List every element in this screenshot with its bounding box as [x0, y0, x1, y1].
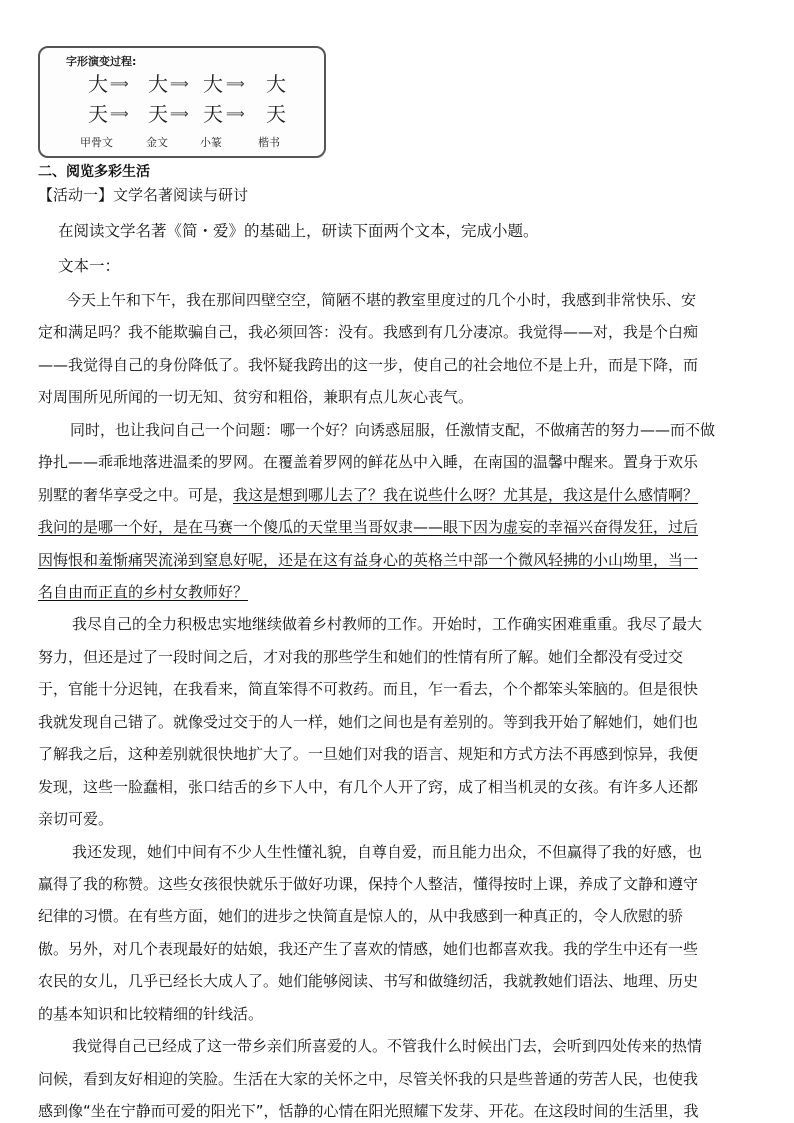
- oracle-bone-da-glyph: 大: [88, 72, 108, 96]
- label-oracle-bone: 甲骨文: [80, 136, 113, 149]
- paragraph-line: 挣扎——乖乖地落进温柔的罗网。在覆盖着罗网的鲜花丛中入睡，在南国的温馨中醒来。置身于欢乐: [38, 453, 699, 472]
- regular-da-glyph: 大: [266, 72, 286, 96]
- arrow-icon: ⟹: [110, 107, 128, 122]
- paragraph-line: 对周围所见所闻的一切无知、贫穷和粗俗，兼职有点儿灰心丧气。: [38, 388, 474, 407]
- paragraph-line: 感到像“坐在宁静而可爱的阳光下”，恬静的心情在阳光照耀下发芽、开花。在这段时间的生活里，我: [38, 1102, 699, 1120]
- paragraph-line: 我就发现自己错了。就像受过交于的人一样，她们之间也是有差别的。等到我开始了解她们，她们也: [38, 712, 699, 731]
- paragraph-line: 我觉得自己已经成了这一带乡亲们所喜爱的人。不管我什么时候出门去，会听到四处传来的热情: [72, 1037, 703, 1056]
- paragraph-line: 的基本知识和比较精细的针线活。: [38, 1004, 264, 1023]
- paragraph-line: ——我觉得自己的身份降低了。我怀疑我跨出的这一步，使自己的社会地位不是上升，而是下降，而: [38, 355, 699, 374]
- activity-tag: 【活动一】: [38, 186, 114, 204]
- underlined-line: 我问的是哪一个好，是在马赛一个傻瓜的天堂里当哥奴隶——眼下因为虚妄的幸福兴奋得发狂，过后: [38, 518, 699, 537]
- regular-tian-glyph: 天: [266, 102, 286, 126]
- arrow-icon: ⟹: [226, 107, 244, 122]
- underlined-line: 因悔恨和羞惭痛哭流涕到窒息好呢，还是在这有益身心的英格兰中部一个微风轻拂的小山坳里，当一: [38, 550, 699, 569]
- arrow-icon: ⟹: [110, 77, 128, 92]
- paragraph-line: 了解我之后，这种差别就很快地扩大了。一旦她们对我的语言、规矩和方式方法不再感到惊异，我便: [38, 745, 699, 764]
- arrow-icon: ⟹: [226, 77, 244, 92]
- activity-title: 文学名著阅读与研讨: [113, 186, 249, 204]
- paragraph-line: 赢得了我的称赞。这些女孩很快就乐于做好功课，保持个人整洁，懂得按时上课，养成了文静和遵守: [38, 874, 699, 893]
- arrow-icon: ⟹: [170, 77, 188, 92]
- section-heading: 二、阅览多彩生活: [38, 164, 150, 180]
- label-bronze: 金文: [146, 136, 168, 149]
- paragraph-line: 定和满足吗？我不能欺骗自己，我必须回答：没有。我感到有几分凄凉。我觉得——对，我是个白痴: [38, 323, 699, 342]
- paragraph-line: 我还发现，她们中间有不少人生性懂礼貌，自尊自爱，而且能力出众，不但赢得了我的好感，也: [72, 842, 703, 861]
- seal-da-glyph: 大: [203, 72, 223, 96]
- paragraph-line: 亲切可爱。: [38, 810, 114, 828]
- paragraph-line: 农民的女儿，几乎已经长大成人了。她们能够阅读、书写和做缝纫活，我就教她们语法、地理、历史: [38, 972, 699, 991]
- paragraph-line: 发现，这些一脸蠢相，张口结舌的乡下人中，有几个人开了窍，成了相当机灵的女孩。有许多人还都: [38, 777, 699, 796]
- intro-text: 在阅读文学名著《简・爱》的基础上，研读下面两个文本，完成小题。: [58, 222, 539, 240]
- label-regular: 楷书: [258, 136, 280, 149]
- paragraph-line: 傲。另外，对几个表现最好的姑娘，我还产生了喜欢的情感，她们也都喜欢我。我的学生中还有一些: [38, 939, 699, 958]
- paragraph-line: 同时，也让我问自己一个问题：哪一个好？向诱惑屈服，任激情支配，不做痛苦的努力——而不做: [70, 420, 716, 439]
- underlined-text: 我这是想到哪儿去了？我在说些什么呀？尤其是，我这是什么感情啊？: [233, 485, 699, 504]
- paragraph-line: 纪律的习惯。在有些方面，她们的进步之快简直是惊人的，从中我感到一种真正的，令人欣慰的骄: [38, 907, 684, 926]
- character-evolution-figure: [38, 46, 326, 158]
- label-seal: 小篆: [200, 136, 222, 149]
- bronze-da-glyph: 大: [148, 72, 168, 96]
- underlined-line: 名自由而正直的乡村女教师好？: [38, 583, 249, 601]
- paragraph-line: 努力，但还是过了一段时间之后，才对我的那些学生和她们的性情有所了解。她们全都没有受过交: [38, 647, 684, 666]
- oracle-bone-tian-glyph: 天: [88, 102, 108, 126]
- paragraph-line: 今天上午和下午，我在那间四壁空空，简陋不堪的教室里度过的几个小时，我感到非常快乐、安: [66, 291, 697, 309]
- paragraph-line: 于，官能十分迟钝，在我看来，简直笨得不可救药。而且，乍一看去，个个都笨头笨脑的。但是很快: [38, 680, 699, 699]
- seal-tian-glyph: 天: [203, 102, 223, 126]
- arrow-icon: ⟹: [170, 107, 188, 122]
- activity-heading: [38, 184, 248, 205]
- text-label: 文本一：: [58, 257, 121, 275]
- evolution-title: 字形演变过程:: [66, 55, 137, 68]
- paragraph-line: [38, 484, 698, 505]
- paragraph-line: 我尽自己的全力积极忠实地继续做着乡村教师的工作。开始时，工作确实困难重重。我尽了最大: [72, 615, 703, 634]
- plain-text: 别墅的奢华享受之中。可是，: [38, 485, 234, 504]
- bronze-tian-glyph: 天: [148, 102, 168, 126]
- paragraph-line: 问候，看到友好相迎的笑脸。生活在大家的关怀之中，尽管关怀我的只是些普通的劳苦人民，也使我: [38, 1069, 699, 1088]
